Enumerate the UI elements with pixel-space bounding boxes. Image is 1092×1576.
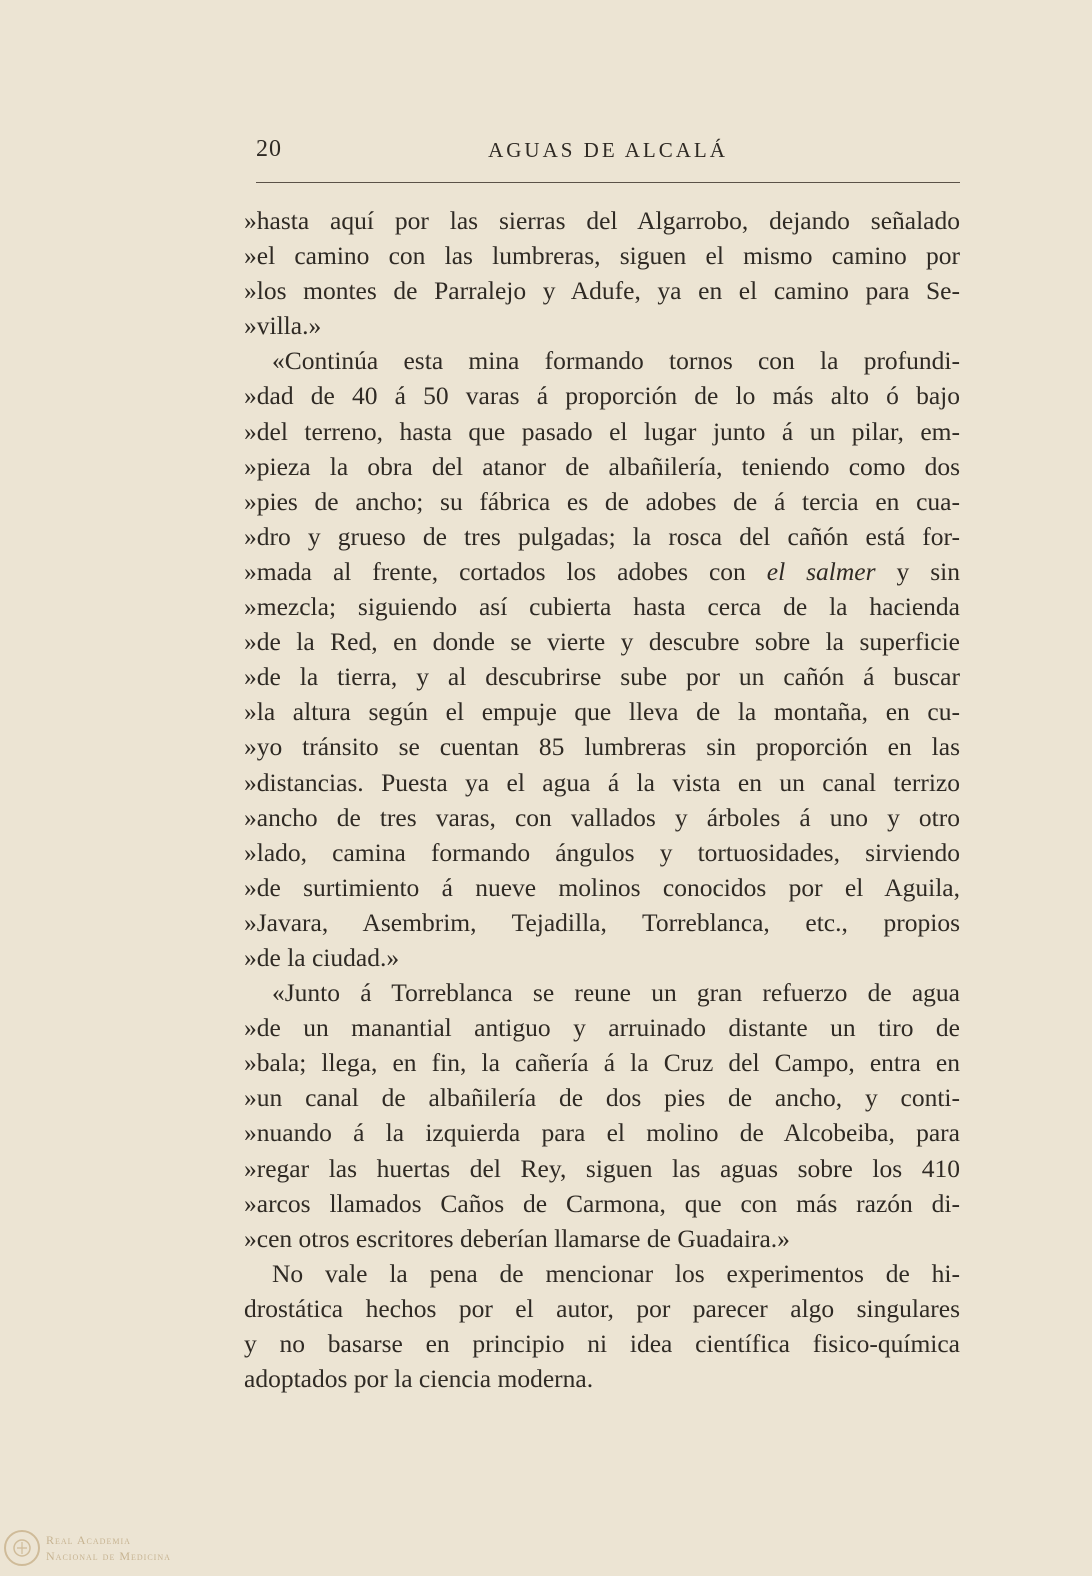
- paragraph-2: [244, 343, 960, 975]
- text-line: »regar las huertas del Rey, siguen las aguas sobre los 410: [244, 1153, 960, 1183]
- text-line-italic: [244, 554, 960, 589]
- text-line: »bala; llega, en fin, la cañería á la Cruz del Campo, entra en: [244, 1048, 960, 1078]
- text-line: »mezcla; siguiendo así cubierta hasta cerca de la hacienda: [244, 592, 960, 622]
- stamp-line-1: Real Academia: [46, 1533, 131, 1547]
- text-segment: »mada al frente, cortados los adobes con: [244, 556, 767, 586]
- text-line: adoptados por la ciencia moderna.: [244, 1364, 594, 1394]
- header-rule: [256, 182, 960, 183]
- running-head: AGUAS DE ALCALÁ: [488, 138, 728, 162]
- text-line: »yo tránsito se cuentan 85 lumbreras sin proporción en las: [244, 732, 960, 762]
- text-line: «Junto á Torreblanca se reune un gran refuerzo de agua: [272, 978, 960, 1008]
- paragraph-3: [244, 975, 960, 1256]
- seal-icon: [4, 1530, 40, 1566]
- text-line: »de la Red, en donde se vierte y descubre sobre la superficie: [244, 627, 960, 657]
- text-line: »la altura según el empuje que lleva de la montaña, en cu-: [244, 697, 960, 727]
- text-line: »un canal de albañilería de dos pies de ancho, y conti-: [244, 1083, 960, 1113]
- text-line: »el camino con las lumbreras, siguen el mismo camino por: [244, 241, 960, 271]
- paragraph-1: [244, 203, 960, 343]
- text-line: »ancho de tres varas, con vallados y árboles á uno y otro: [244, 802, 960, 832]
- text-line: »hasta aquí por las sierras del Algarrobo, dejando señalado: [244, 206, 960, 235]
- italic-term: el salmer: [766, 556, 876, 586]
- text-line: »del terreno, hasta que pasado el lugar junto á un pilar, em-: [244, 416, 960, 446]
- seal-emblem-icon: [11, 1537, 33, 1559]
- page-header: [256, 136, 960, 166]
- text-line: »Javara, Asembrim, Tejadilla, Torreblanca, etc., propios: [244, 907, 960, 937]
- text-segment: y sin: [875, 556, 960, 586]
- page-number: 20: [256, 136, 282, 162]
- text-line: »de la tierra, y al descubrirse sube por un cañón á buscar: [244, 662, 960, 692]
- text-line: drostática hechos por el autor, por parecer algo singulares: [244, 1293, 960, 1323]
- text-line: »villa.»: [244, 311, 322, 341]
- text-line: »distancias. Puesta ya el agua á la vista en un canal terrizo: [244, 767, 960, 797]
- text-line: »dro y grueso de tres pulgadas; la rosca del cañón está for-: [244, 521, 960, 551]
- text-line: »dad de 40 á 50 varas á proporción de lo más alto ó bajo: [244, 381, 960, 411]
- text-line: »lado, camina formando ángulos y tortuosidades, sirviendo: [244, 837, 960, 867]
- text-line: »pieza la obra del atanor de albañilería, teniendo como dos: [244, 451, 960, 481]
- text-line: »cen otros escritores deberían llamarse de Guadaira.»: [244, 1223, 790, 1253]
- stamp-text: [46, 1532, 171, 1564]
- body-text: [244, 203, 960, 1396]
- text-line: »pies de ancho; su fábrica es de adobes de á tercia en cua-: [244, 486, 960, 516]
- text-line: »nuando á la izquierda para el molino de Alcobeiba, para: [244, 1118, 960, 1148]
- text-line: »de surtimiento á nueve molinos conocidos por el Aguila,: [244, 872, 960, 902]
- text-line: »de la ciudad.»: [244, 942, 400, 972]
- text-line: y no basarse en principio ni idea científica fisico-química: [244, 1329, 960, 1358]
- text-line: »los montes de Parralejo y Adufe, ya en el camino para Se-: [244, 276, 960, 306]
- paragraph-4: [244, 1256, 960, 1396]
- stamp-line-2: Nacional de Medicina: [46, 1549, 171, 1563]
- text-line: No vale la pena de mencionar los experimentos de hi-: [272, 1258, 960, 1288]
- library-stamp: [4, 1526, 194, 1570]
- text-line: »de un manantial antiguo y arruinado distante un tiro de: [244, 1013, 960, 1043]
- text-line: »arcos llamados Caños de Carmona, que con más razón di-: [244, 1188, 960, 1218]
- text-line: «Continúa esta mina formando tornos con la profundi-: [272, 346, 960, 376]
